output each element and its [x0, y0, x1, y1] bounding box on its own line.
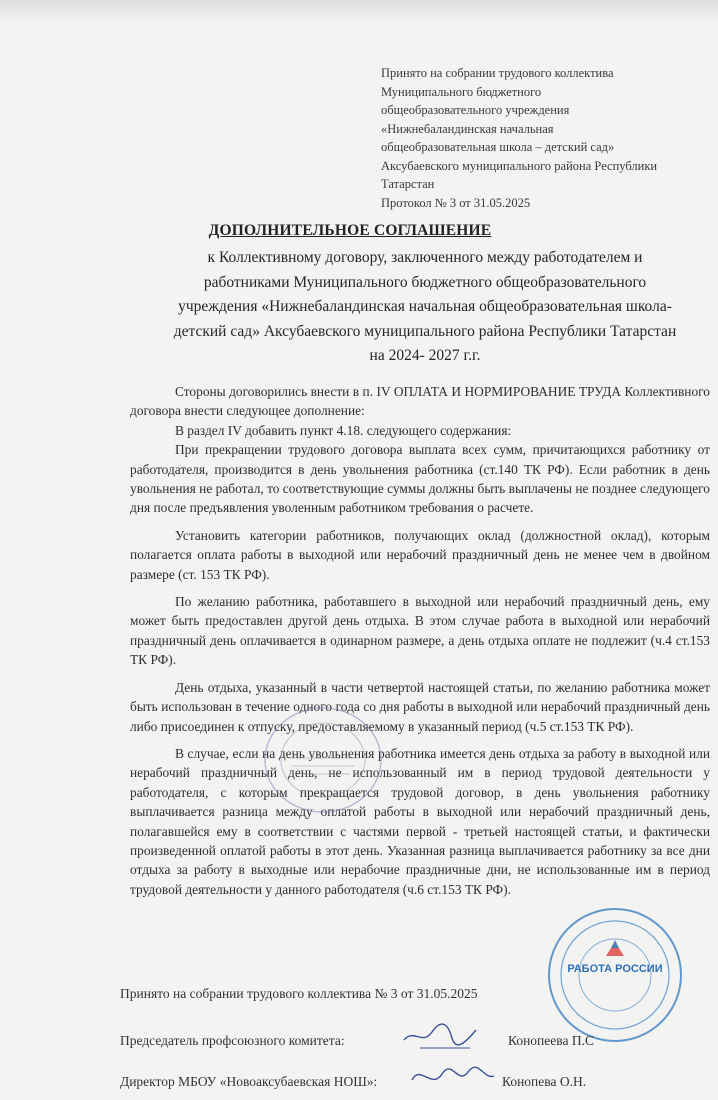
approval-line: общеобразовательная школа – детский сад» [381, 140, 615, 154]
body-paragraph: При прекращении трудового договора выплата всех сумм, причитающихся работнику от работодателя, производится в день увольнения работника (ст.140 ТК РФ). Если работник в день увольнения не работал, то соответствующие суммы должны быть выплачены не позднее следующего дня после предъявления уволенным работником требования о расчете. [130, 442, 710, 516]
approval-line: «Нижнебаландинская начальная [381, 121, 554, 136]
approval-line: Принято на собрании трудового коллектива [381, 66, 614, 80]
subtitle-line: детский сад» Аксубаевского муниципального района Республики Татарстан [173, 322, 677, 340]
intro-paragraph: Стороны договорились внести в п. IV ОПЛАТА И НОРМИРОВАНИЕ ТРУДА Коллективного договора внести следующее дополнение: [130, 384, 710, 419]
document-title: ДОПОЛНИТЕЛЬНОЕ СОГЛАШЕНИЕ [208, 222, 492, 239]
chair-label: Председатель профсоюзного комитета: [120, 1033, 345, 1048]
director-signature [408, 1060, 498, 1094]
document-body [130, 382, 710, 899]
rabota-rossii-stamp [540, 900, 690, 1050]
body-paragraph: День отдыха, указанный в части четвертой настоящей статьи, по желанию работника может быть использован в течение одного года со дня работы в выходной или нерабочий праздничный день либо присоединен к отпуску, предоставляемому в указанный период (ч.5 ст.153 ТК РФ). [130, 679, 710, 734]
body-paragraph: В случае, если на день увольнения работника имеется день отдыха за работу в выходной или нерабочий праздничный день, не использованный им в период трудовой деятельности у работодателя, с которым прекращается трудовой договор, в день увольнения работнику выплачивается разница между оплатой работы в выходной или нерабочий праздничный день, полагавшейся ему в соответствии с частями первой - третьей настоящей статьи, и фактически произведенной оплатой работы в этот день. Указанная разница выплачивается работнику за все дни отдыха за работу в выходные или нерабочие праздничные дни, не использованные им в период трудовой деятельности у данного работодателя (ч.6 ст.153 ТК РФ). [130, 745, 710, 897]
document-subtitle [140, 246, 710, 369]
stamp-label: РАБОТА РОССИИ [567, 963, 663, 975]
approval-line: Муниципального бюджетного [381, 84, 542, 99]
chair-name: Конопеева П.С [508, 1033, 594, 1048]
approval-line: Татарстан [381, 177, 435, 191]
approval-protocol: Протокол № 3 от 31.05.2025 [381, 195, 531, 210]
scan-shadow [0, 0, 718, 22]
subtitle-line: к Коллективному договору, заключенного между работодателем и [207, 249, 643, 266]
subtitle-line: работниками Муниципального бюджетного общеобразовательного [203, 273, 647, 291]
director-name: Конопева О.Н. [502, 1074, 587, 1089]
intro-paragraph-2: В раздел IV добавить пункт 4.18. следующего содержания: [175, 422, 512, 438]
approval-line: Аксубаевского муниципального района Республики [381, 158, 658, 173]
body-paragraph: По желанию работника, работавшего в выходной или нерабочий праздничный день, ему может быть предоставлен другой день отдыха. В этом случае работа в выходной или нерабочий праздничный день оплачивается в одинарном размере, а день отдыха оплате не подлежит (ч.4 ст.153 ТК РФ). [130, 594, 710, 668]
approval-line: общеобразовательного учреждения [381, 103, 570, 117]
accepted-line: Принято на собрании трудового коллектива № 3 от 31.05.2025 [120, 986, 478, 1001]
approval-block [381, 64, 681, 212]
subtitle-line: учреждения «Нижнебаландинская начальная общеобразовательная школа- [178, 298, 672, 315]
body-paragraph: Установить категории работников, получающих оклад (должностной оклад), которым полагается оплата работы в выходной или нерабочий праздничный день не менее чем в двойном размере (ст. 153 ТК РФ). [130, 527, 710, 582]
subtitle-line: на 2024- 2027 г.г. [369, 347, 481, 364]
organization-stamp [258, 700, 388, 820]
chair-signature [400, 1018, 480, 1054]
director-label: Директор МБОУ «Новоаксубаевская НОШ»: [120, 1074, 378, 1089]
